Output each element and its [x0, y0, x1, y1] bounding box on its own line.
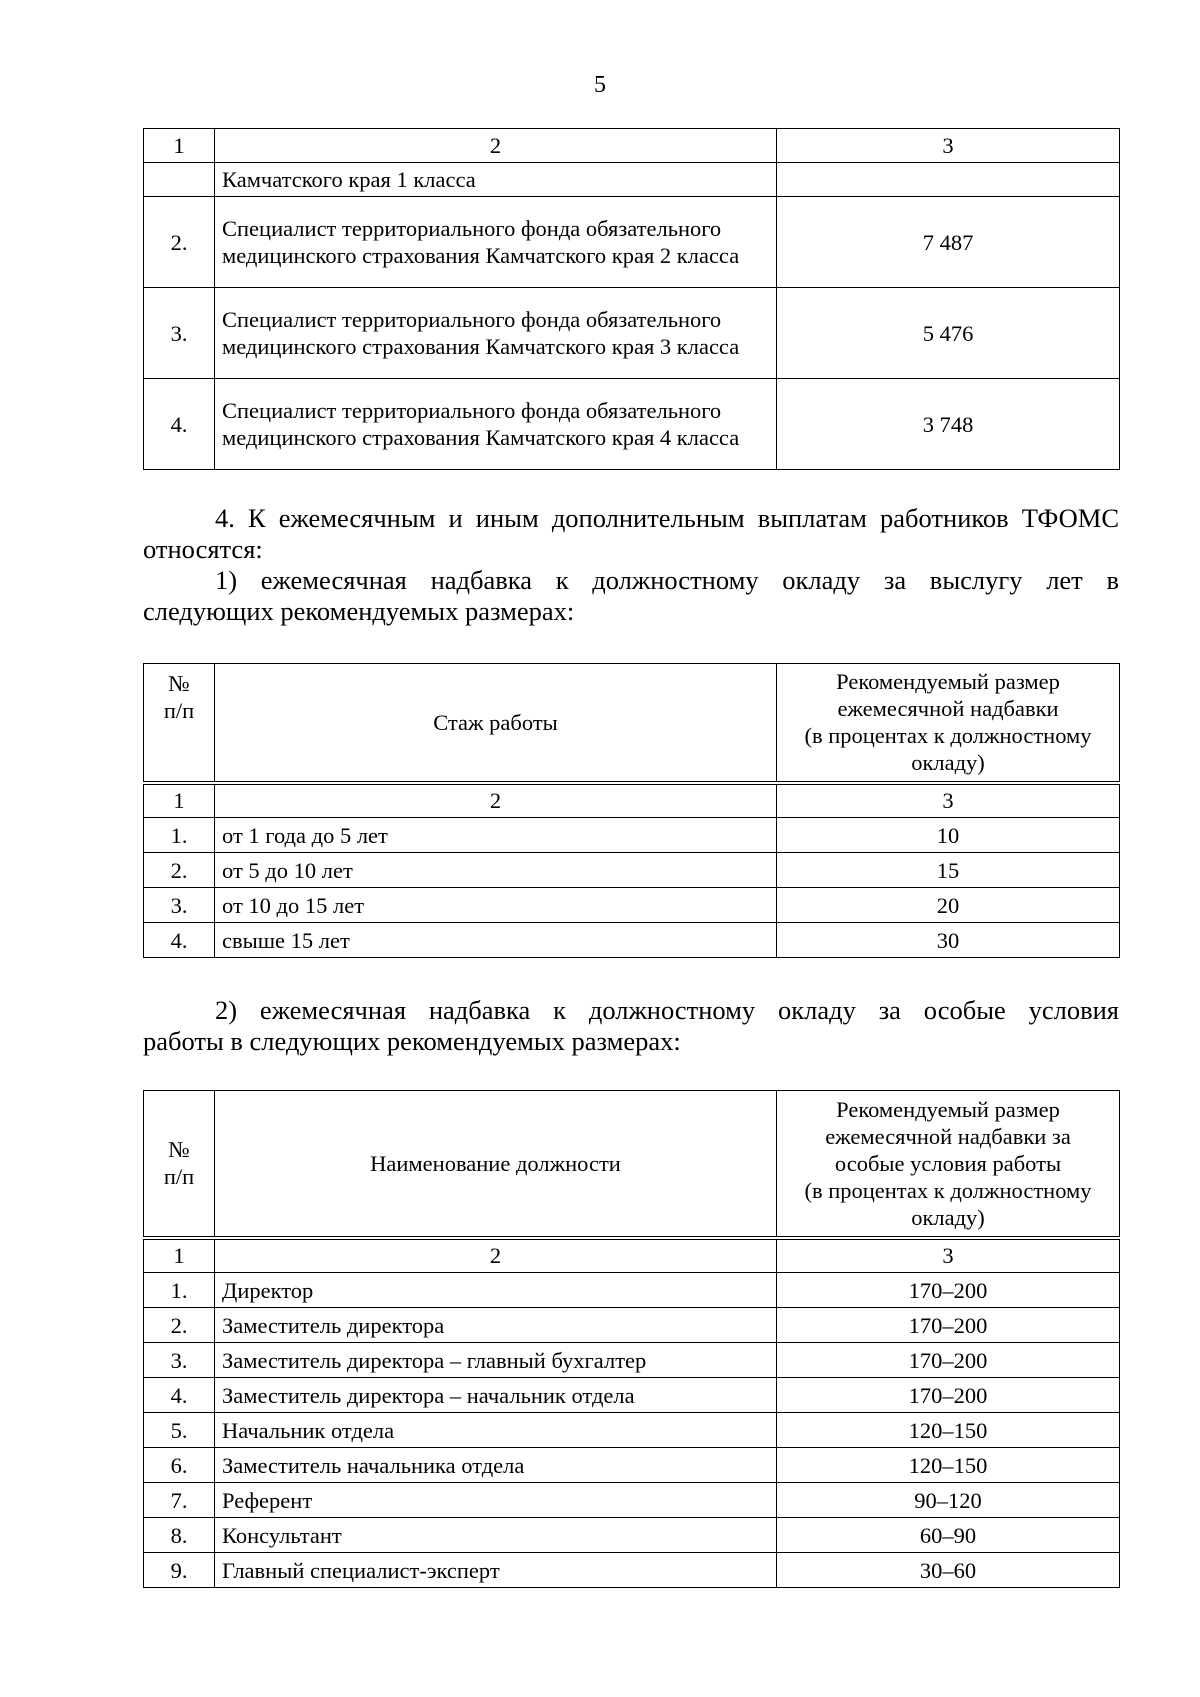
- paragraph-line: 1) ежемесячная надбавка к должностному окладу за выслугу лет в: [215, 565, 1119, 595]
- position-name: Специалист территориального фонда обязательного медицинского страхования Камчатского края 2 класса: [215, 197, 777, 288]
- position-name: Референт: [215, 1483, 777, 1518]
- position-name: Заместитель директора – начальник отдела: [215, 1378, 777, 1413]
- experience-range: от 10 до 15 лет: [215, 888, 777, 923]
- allowance-range: 170–200: [777, 1343, 1120, 1378]
- table-header-row: [144, 129, 1120, 163]
- paragraph-line: работы в следующих рекомендуемых размерах:: [143, 1026, 681, 1056]
- number-header: № п/п: [144, 664, 215, 783]
- table-row: [144, 1553, 1120, 1588]
- paragraph-line: 2) ежемесячная надбавка к должностному окладу за особые условия: [215, 995, 1119, 1025]
- row-number: 3.: [144, 1343, 215, 1378]
- allowance-range: 60–90: [777, 1518, 1120, 1553]
- row-number: 4.: [144, 1378, 215, 1413]
- salary-value: 3 748: [777, 379, 1120, 470]
- row-number: 1.: [144, 818, 215, 853]
- allowance-range: 120–150: [777, 1413, 1120, 1448]
- paragraph-special-conditions: [143, 995, 1119, 1057]
- position-name: Заместитель директора – главный бухгалтер: [215, 1343, 777, 1378]
- allowance-value: 10: [777, 818, 1120, 853]
- row-number: 2.: [144, 197, 215, 288]
- row-number: 9.: [144, 1553, 215, 1588]
- column-index-1: 1: [144, 1238, 215, 1273]
- position-name: Заместитель начальника отдела: [215, 1448, 777, 1483]
- position-name: Специалист территориального фонда обязательного медицинского страхования Камчатского края 3 класса: [215, 288, 777, 379]
- experience-range: от 1 года до 5 лет: [215, 818, 777, 853]
- table-row: [144, 163, 1120, 197]
- table-row: [144, 888, 1120, 923]
- allowance-range: 120–150: [777, 1448, 1120, 1483]
- table-row: [144, 1273, 1120, 1308]
- row-number: 4.: [144, 923, 215, 958]
- experience-range: свыше 15 лет: [215, 923, 777, 958]
- row-number: 5.: [144, 1413, 215, 1448]
- allowance-value: 30: [777, 923, 1120, 958]
- salary-value: 7 487: [777, 197, 1120, 288]
- allowance-header: Рекомендуемый размер ежемесячной надбавки (в процентах к должностному окладу): [777, 664, 1120, 783]
- salary-value: [777, 163, 1120, 197]
- column-index-3: 3: [777, 783, 1120, 818]
- position-name: Специалист территориального фонда обязательного медицинского страхования Камчатского края 4 класса: [215, 379, 777, 470]
- table-row: [144, 379, 1120, 470]
- paragraph-4: [143, 503, 1119, 627]
- position-name: Консультант: [215, 1518, 777, 1553]
- table-row: [144, 1308, 1120, 1343]
- special-conditions-table: [143, 1090, 1120, 1588]
- column-index-3: 3: [777, 129, 1120, 163]
- experience-range: от 5 до 10 лет: [215, 853, 777, 888]
- column-index-2: 2: [215, 1238, 777, 1273]
- position-name: Начальник отдела: [215, 1413, 777, 1448]
- allowance-value: 15: [777, 853, 1120, 888]
- table-row: [144, 197, 1120, 288]
- table-index-row: [144, 783, 1120, 818]
- table-row: [144, 818, 1120, 853]
- position-name: Директор: [215, 1273, 777, 1308]
- number-header: № п/п: [144, 1091, 215, 1238]
- table-row: [144, 288, 1120, 379]
- allowance-range: 170–200: [777, 1308, 1120, 1343]
- column-index-1: 1: [144, 783, 215, 818]
- position-header: Наименование должности: [215, 1091, 777, 1238]
- page-number: 5: [594, 72, 606, 98]
- salary-table-continuation: [143, 128, 1120, 470]
- table-row: [144, 1378, 1120, 1413]
- paragraph-line: относятся:: [143, 534, 263, 564]
- allowance-range: 30–60: [777, 1553, 1120, 1588]
- table-row: [144, 1448, 1120, 1483]
- row-number: 6.: [144, 1448, 215, 1483]
- position-name: Главный специалист-эксперт: [215, 1553, 777, 1588]
- allowance-range: 170–200: [777, 1378, 1120, 1413]
- salary-value: 5 476: [777, 288, 1120, 379]
- length-of-service-table: [143, 663, 1120, 958]
- row-number: 2.: [144, 1308, 215, 1343]
- allowance-range: 90–120: [777, 1483, 1120, 1518]
- row-number: 3.: [144, 888, 215, 923]
- table-row: [144, 923, 1120, 958]
- column-index-1: 1: [144, 129, 215, 163]
- row-number: 8.: [144, 1518, 215, 1553]
- position-name: Камчатского края 1 класса: [215, 163, 777, 197]
- table-row: [144, 853, 1120, 888]
- column-index-2: 2: [215, 783, 777, 818]
- row-number: 2.: [144, 853, 215, 888]
- row-number: 4.: [144, 379, 215, 470]
- paragraph-line: следующих рекомендуемых размерах:: [143, 596, 575, 626]
- experience-header: Стаж работы: [215, 664, 777, 783]
- allowance-value: 20: [777, 888, 1120, 923]
- row-number: 3.: [144, 288, 215, 379]
- column-index-2: 2: [215, 129, 777, 163]
- table-row: [144, 1483, 1120, 1518]
- allowance-range: 170–200: [777, 1273, 1120, 1308]
- table-row: [144, 1518, 1120, 1553]
- table-row: [144, 1413, 1120, 1448]
- row-number: 7.: [144, 1483, 215, 1518]
- column-index-3: 3: [777, 1238, 1120, 1273]
- table-row: [144, 1343, 1120, 1378]
- position-name: Заместитель директора: [215, 1308, 777, 1343]
- row-number: 1.: [144, 1273, 215, 1308]
- allowance-header: Рекомендуемый размер ежемесячной надбавки за особые условия работы (в процентах к должностному окладу): [777, 1091, 1120, 1238]
- paragraph-line: 4. К ежемесячным и иным дополнительным выплатам работников ТФОМС: [215, 503, 1119, 533]
- table-index-row: [144, 1238, 1120, 1273]
- table-header-row: [144, 1091, 1120, 1238]
- row-number: [144, 163, 215, 197]
- table-header-row: [144, 664, 1120, 783]
